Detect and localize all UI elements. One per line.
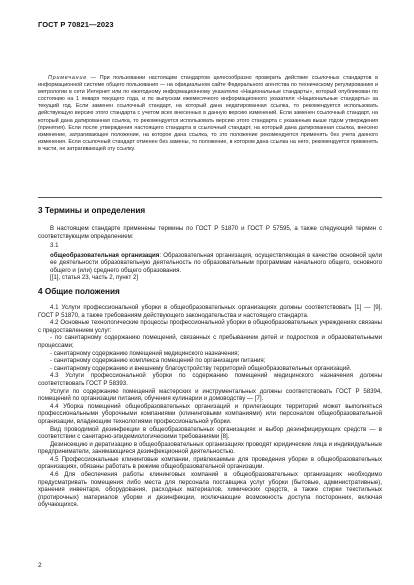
note-label: Примечание — [48, 75, 88, 81]
paragraph-4-1: 4.1 Услуги профессиональной уборки в общеобразовательных организациях должны соответствовать [1] — [9], ГОСТ Р 51870, а также требованиям действующего законодательства и настоящего стандарта. — [38, 304, 382, 319]
page-number: 2 — [38, 562, 42, 569]
paragraph-4-4-disinsection: Дезинсекцию и дератизацию в общеобразовательных организациях проводят юридические лица и индивидуальные предприниматели, занимающиеся дезинфекционной деятельностью. — [38, 440, 382, 456]
section-4-body — [38, 304, 382, 509]
list-item: - санитарному содержанию комплекса помещений по организации питания; — [50, 357, 266, 365]
section-3-intro-text: В настоящем стандарте применены термины по ГОСТ Р 51870 и ГОСТ Р 57595, а также следующий термин с соответствующим определением: — [38, 225, 382, 240]
term-name: общеобразовательная организация — [50, 251, 160, 259]
section-divider — [38, 197, 382, 198]
paragraph-4-4: 4.4 Уборка помещений общеобразовательных организаций и прилегающих территорий может выполняться профессиональными уборочными компаниями (клининговыми компаниями) или персоналом общеобразовательной организации, владеющим технологиями профессиональной уборки. — [38, 402, 382, 425]
term-definition — [50, 252, 382, 275]
reference-note — [38, 75, 378, 153]
paragraph-4-5: 4.5 Профессиональные клининговые компании, привлекаемые для проведения уборки в общеобразовательных организациях, обязаны работать в режиме общеобразовательной организации. — [38, 455, 382, 471]
term-source: [[1], статья 23, часть 2, пункт 2] — [50, 274, 139, 282]
note-paragraph — [38, 75, 378, 153]
term-definition-text: : Образовательная организация, осуществляющая в качестве основной цели ее деятельности образовательную деятельность по образовательным программам начального общего, основного общего и (или) среднего общего образования. — [50, 251, 382, 274]
paragraph-4-2: 4.2 Основные технологические процессы профессиональной уборки в общеобразовательных учреждениях связаны с предоставлением услуг: — [38, 319, 382, 334]
paragraph-4-3: 4.3 Услуги профессиональной уборки по содержанию помещений медицинского назначения должны соответствовать ГОСТ Р 58393. — [38, 372, 382, 387]
term-number: 3.1 — [50, 242, 59, 249]
section-3-intro — [38, 225, 382, 240]
term-definition-block — [38, 242, 382, 282]
paragraph-4-6: 4.6 Для обеспечения работы клининговых компаний в общеобразовательных организациях необходимо предусматривать помещения либо места для персонала поставщика услуг уборки (бытовые, административные), хранения инвентаря, оборудования, расходных материалов, химических средств, а также стирки текстильных (протирочных) материалов уборки и дезинфекции, исключающие возможность доступа посторонних, включая обучающихся. — [38, 471, 382, 509]
list-item: - санитарному содержанию помещений медицинского назначения; — [50, 349, 240, 357]
list-item: - по санитарному содержанию помещений, связанных с пребыванием детей и подростков и образовательными процессами; — [38, 334, 382, 349]
note-text: — При пользовании настоящим стандартом целесообразно проверить действие ссылочных стандартов в информационной системе общего пользования — на официальном сайте Федерального агентства по техническому регулированию и метрологии в сети Интернет или по ежегодному информационному указателю «Национальные стандарты», который опубликован по состоянию на 1 января текущего года, и по выпускам ежемесячного информационного указателя «Национальные стандарты» за текущий год. Если заменен ссылочный стандарт, на который дана недатированная ссылка, то рекомендуется использовать действующую версию этого стандарта с учетом всех внесенных в данную версию изменений. Если заменен ссылочный стандарт, на который дана датированная ссылка, то рекомендуется использовать версию этого стандарта с указанным выше годом утверждения (принятия). Если после утверждения настоящего стандарта в ссылочный стандарт, на который дана датированная ссылка, внесено изменение, затрагивающее положение, на которое дана ссылка, то это положение рекомендуется применять без учета данного изменения. Если ссылочный стандарт отменен без замены, то положение, в котором дана ссылка на него, рекомендуется применять в части, не затрагивающей эту ссылку. — [38, 75, 378, 152]
section-4-title: 4 Общие положения — [38, 287, 120, 296]
paragraph-4-4-disinfection: Вид проводимой дезинфекции в общеобразовательных организациях и выбор дезинфицирующих средств — в соответствии с санитарно-эпидемиологическими требованиями [8]. — [38, 425, 382, 441]
document-code-header: ГОСТ Р 70821—2023 — [38, 20, 114, 29]
section-3-title: 3 Термины и определения — [38, 206, 146, 215]
paragraph-4-3-cont: Услуги по содержанию помещений мастерских и инструментальных должны соответствовать ГОСТ Р 58394, помещений по организации питания, обучения кулинарии и домоводству — [7]. — [38, 387, 382, 403]
list-item: - санитарному содержанию и внешнему благоустройству территорий общеобразовательных организаций. — [50, 364, 352, 372]
